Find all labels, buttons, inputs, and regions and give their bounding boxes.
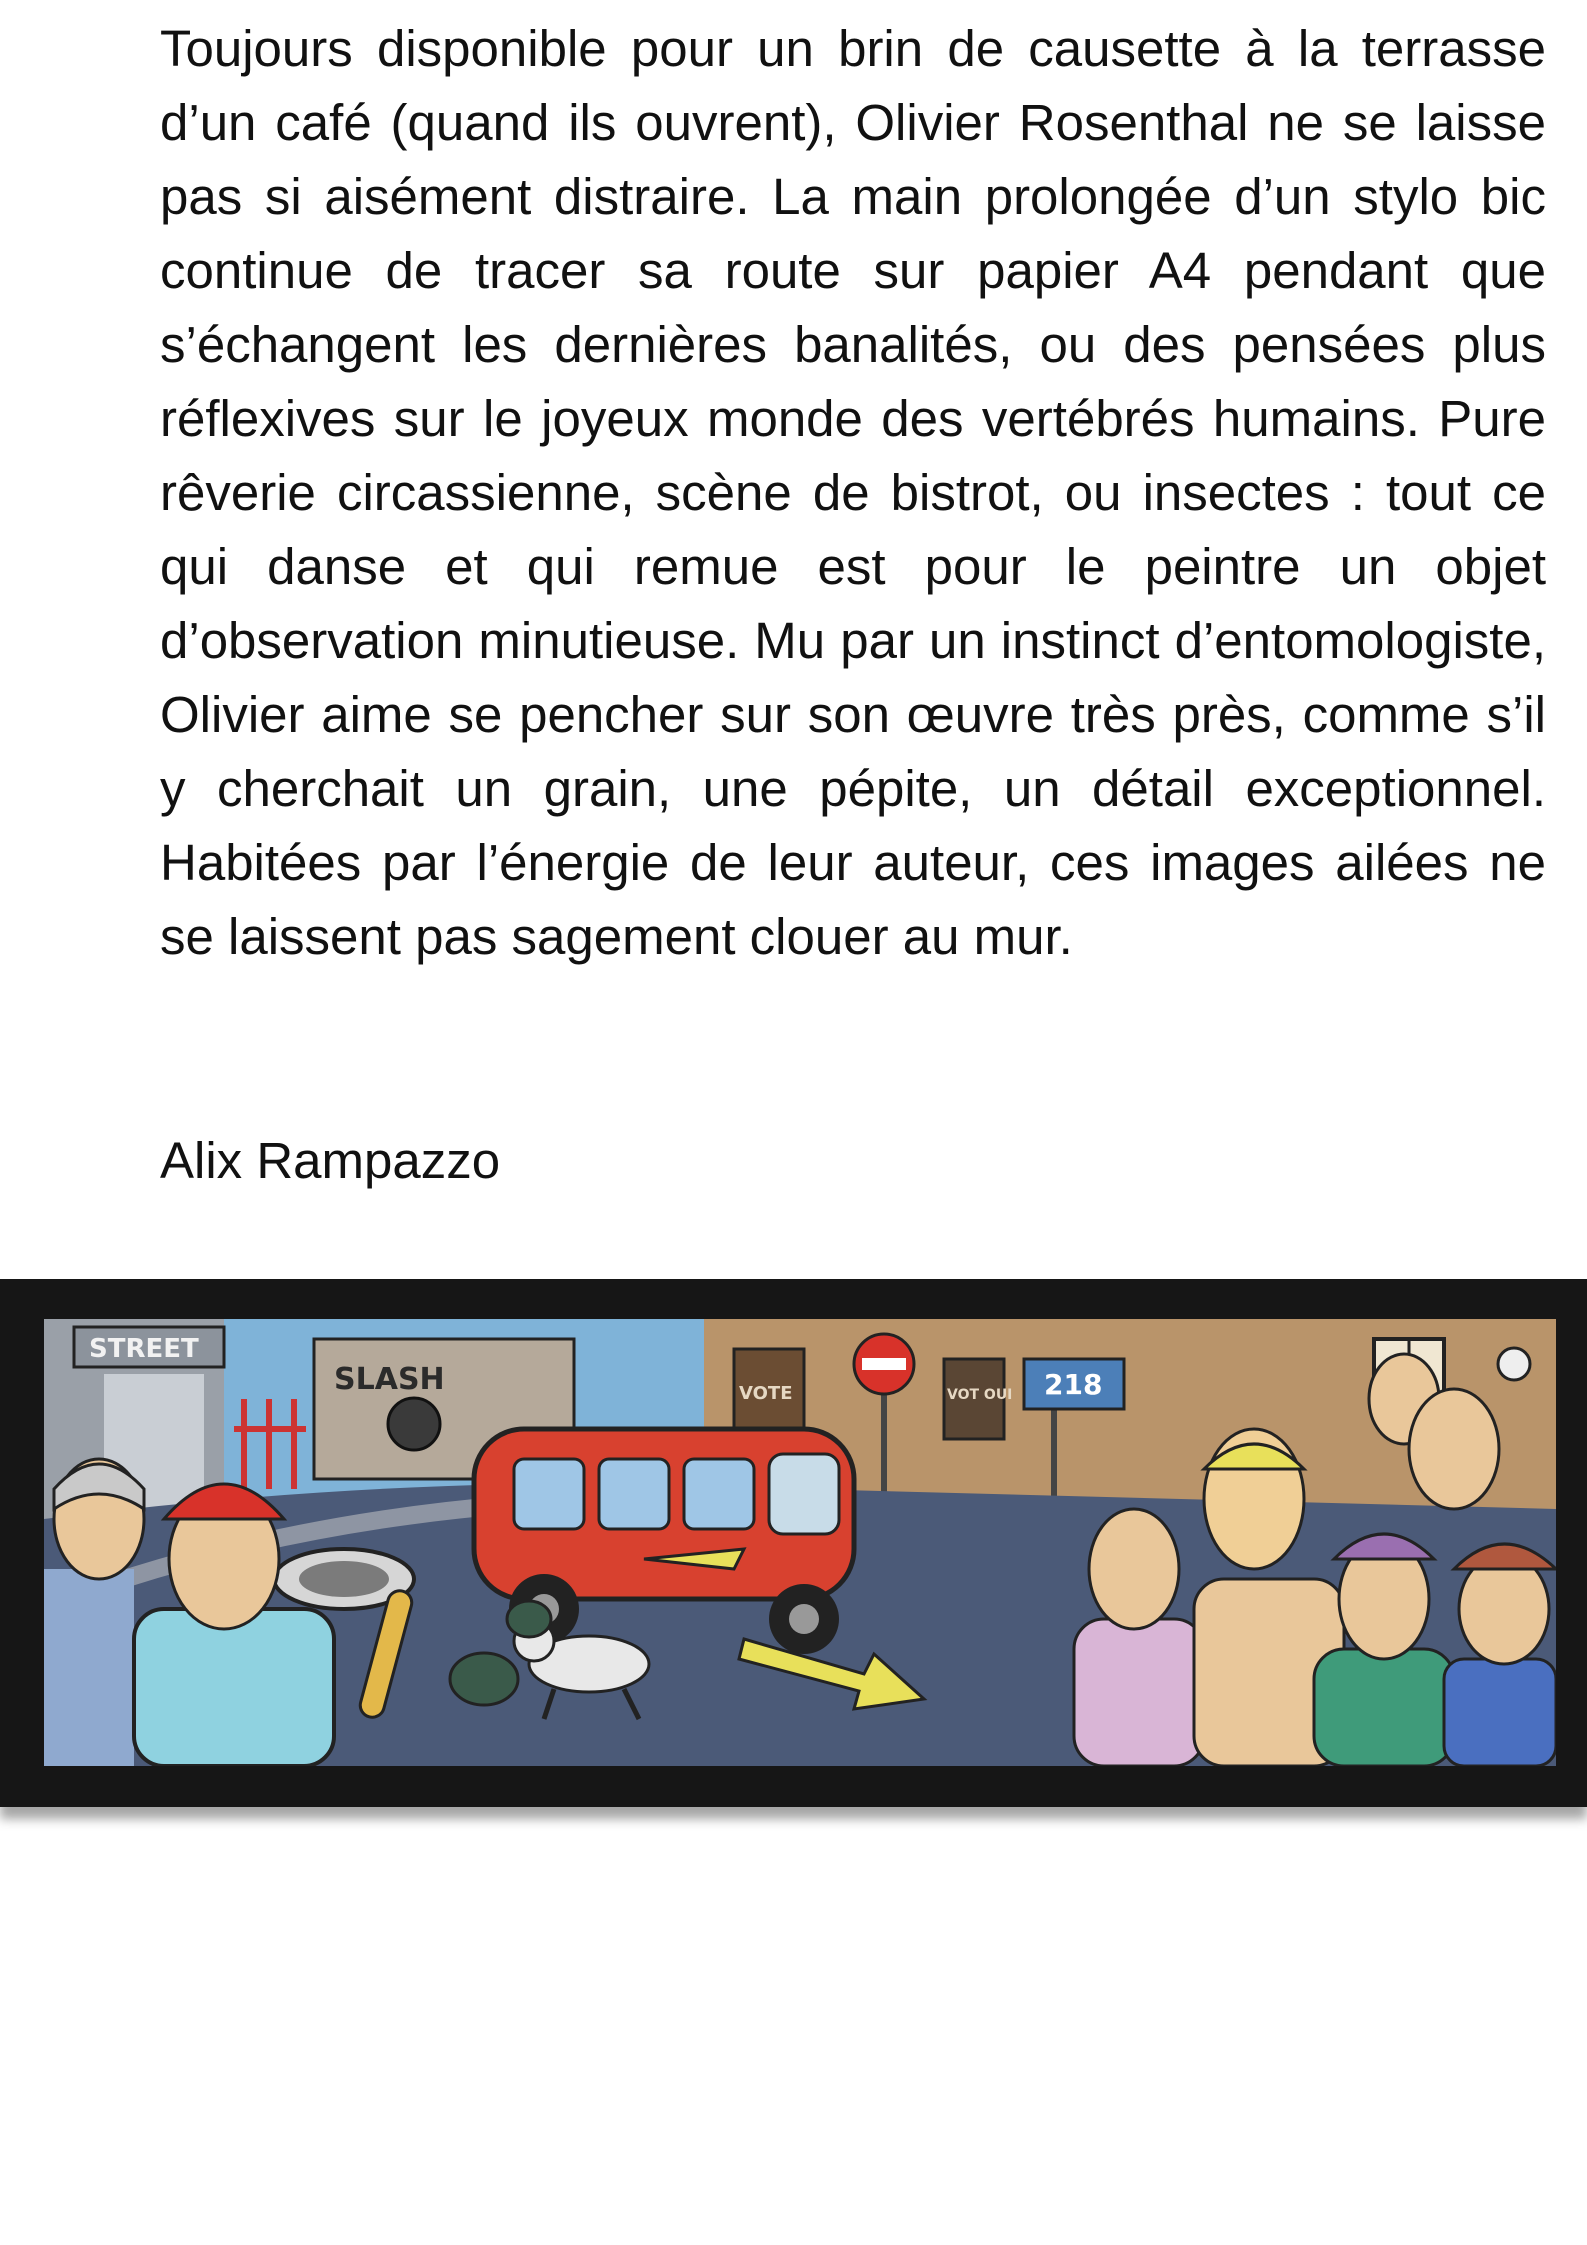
- wall-vote-text: VOTE: [739, 1383, 793, 1404]
- article-paragraph: Toujours disponible pour un brin de causette à la terrasse d’un café (quand ils ouvrent), Olivier Rosenthal ne se laisse pas si aisément distraire. La main prolongée d’un stylo bic continue de tracer sa route sur papier A4 pendant que s’échangent les dernières banalités, ou des pensées plus réflexives sur le joyeux monde des vertébrés humains. Pure rêverie circassienne, scène de bistrot, ou insectes : tout ce qui danse et qui remue est pour le peintre un objet d’observation minutieuse. Mu par un instinct d’entomologiste, Olivier aime se pencher sur son œuvre très près, comme s’il y cherchait un grain, une pépite, un détail exceptionnel. Habitées par l’énergie de leur auteur, ces images ailées ne se laissent pas sagement clouer au mur.: [160, 20, 1546, 965]
- street-sign-text: STREET: [89, 1334, 199, 1364]
- author-name: Alix Rampazzo: [160, 1132, 501, 1189]
- wall-vot-oui-text: VOT OUI: [947, 1387, 1013, 1403]
- article-body: [160, 12, 1546, 974]
- bus-stop-number: 218: [1044, 1368, 1103, 1401]
- painting-woman-left: [44, 1459, 144, 1766]
- painting-frame: [0, 1279, 1587, 1807]
- wall-poster-text: SLASH: [334, 1362, 445, 1397]
- painting-fence: [234, 1399, 306, 1489]
- painting-street-scene: [44, 1319, 1556, 1766]
